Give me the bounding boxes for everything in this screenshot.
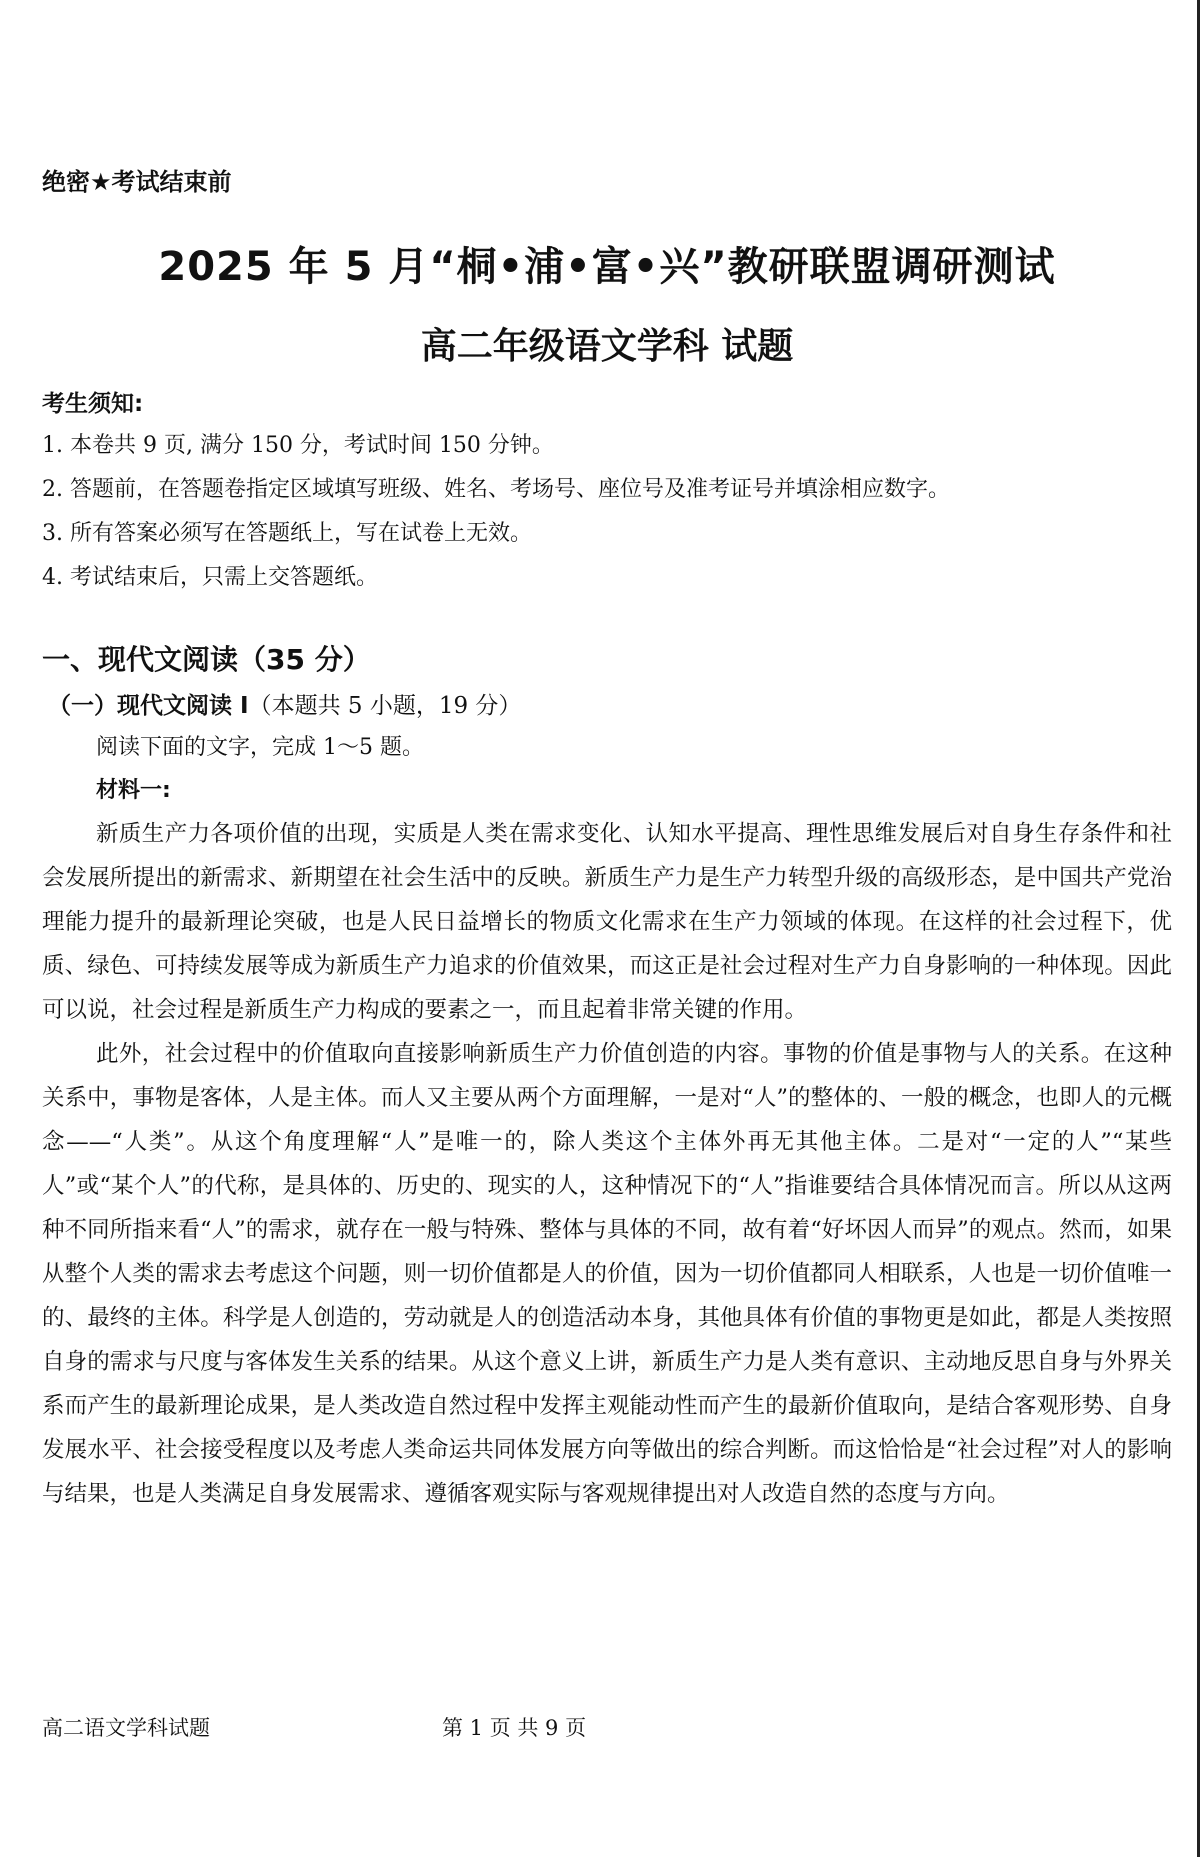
reading-instruction: 阅读下面的文字，完成 1～5 题。 bbox=[96, 735, 424, 760]
exam-subtitle: 高二年级语文学科 试题 bbox=[420, 326, 794, 367]
subsection-note: （本题共 5 小题，19 分） bbox=[248, 693, 522, 719]
notice-item: 3. 所有答案必须写在答题纸上，写在试卷上无效。 bbox=[42, 521, 532, 546]
material-paragraph: 此外，社会过程中的价值取向直接影响新质生产力价值创造的内容。事物的价值是事物与人的关系。在这种关系中，事物是客体，人是主体。而人又主要从两个方面理解，一是对“人”的整体的、一般的概念，也即人的元概念——“人类”。从这个角度理解“人”是唯一的，除人类这个主体外再无其他主体。二是对“一定的人”“某些人”或“某个人”的代称，是具体的、历史的、现实的人，这种情况下的“人”指谁要结合具体情况而言。所以从这两种不同所指来看“人”的需求，就存在一般与特殊、整体与具体的不同，故有着“好坏因人而异”的观点。然而，如果从整个人类的需求去考虑这个问题，则一切价值都是人的价值，因为一切价值都同人相联系，人也是一切价值唯一的、最终的主体。科学是人创造的，劳动就是人的创造活动本身，其他具体有价值的事物更是如此，都是人类按照自身的需求与尺度与客体发生关系的结果。从这个意义上讲，新质生产力是人类有意识、主动地反思自身与外界关系而产生的最新理论成果，是人类改造自然过程中发挥主观能动性而产生的最新价值取向，是结合客观形势、自身发展水平、社会接受程度以及考虑人类命运共同体发展方向等做出的综合判断。而这恰恰是“社会过程”对人的影响与结果，也是人类满足自身发展需求、遵循客观实际与客观规律提出对人改造自然的态度与方向。 bbox=[42, 1041, 1172, 1507]
subsection-title: （一）现代文阅读 I bbox=[48, 693, 249, 719]
notice-heading: 考生须知: bbox=[42, 391, 144, 417]
footer-page-number: 第 1 页 共 9 页 bbox=[442, 1716, 587, 1740]
subsection-heading bbox=[48, 686, 1172, 726]
footer-subject: 高二语文学科试题 bbox=[42, 1716, 210, 1740]
notice-item: 2. 答题前，在答题卷指定区域填写班级、姓名、考场号、座位号及准考证号并填涂相应数字。 bbox=[42, 477, 950, 502]
exam-title: 2025 年 5 月“桐•浦•富•兴”教研联盟调研测试 bbox=[158, 244, 1056, 290]
secret-mark: 绝密★考试结束前 bbox=[42, 168, 232, 196]
notice-list bbox=[42, 424, 1172, 600]
material-paragraph: 新质生产力各项价值的出现，实质是人类在需求变化、认知水平提高、理性思维发展后对自身生存条件和社会发展所提出的新需求、新期望在社会生活中的反映。新质生产力是生产力转型升级的高级形态，是中国共产党治理能力提升的最新理论突破，也是人民日益增长的物质文化需求在生产力领域的体现。在这样的社会过程下，优质、绿色、可持续发展等成为新质生产力追求的价值效果，而这正是社会过程对生产力自身影响的一种体现。因此可以说，社会过程是新质生产力构成的要素之一，而且起着非常关键的作用。 bbox=[42, 821, 1172, 1023]
page-content bbox=[42, 150, 1172, 1516]
notice-item: 1. 本卷共 9 页, 满分 150 分，考试时间 150 分钟。 bbox=[42, 433, 554, 458]
section-heading: 一、现代文阅读（35 分） bbox=[42, 643, 371, 676]
notice-item: 4. 考试结束后，只需上交答题纸。 bbox=[42, 565, 378, 590]
material-label: 材料一: bbox=[96, 778, 171, 803]
